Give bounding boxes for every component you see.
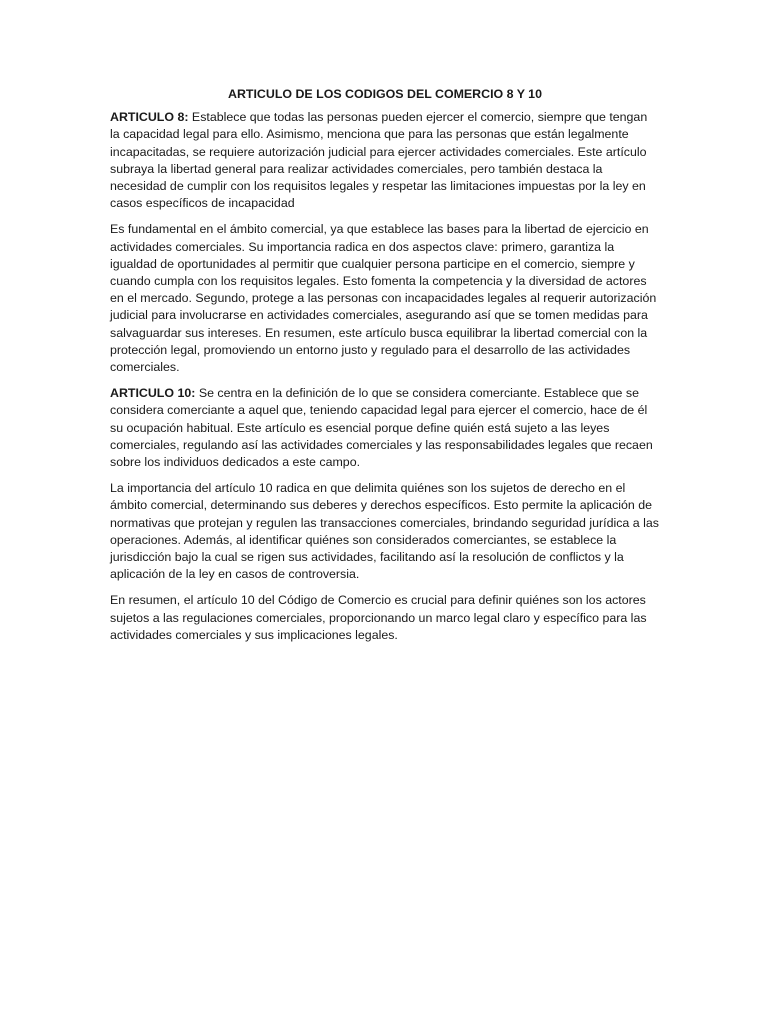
article-10-paragraph bbox=[110, 385, 660, 471]
article-8-paragraph bbox=[110, 109, 660, 212]
article-8-text: Establece que todas las personas pueden ejercer el comercio, siempre que tengan la capacidad legal para ello. Asimismo, menciona que para las personas que están legalmente incapacitadas, se requiere autorización judicial para ejercer actividades comerciales. Este artículo subraya la libertad general para realizar actividades comerciales, pero también destaca la necesidad de cumplir con los requisitos legales y respetar las limitaciones impuestas por la ley en casos específicos de incapacidad bbox=[110, 110, 648, 211]
summary-paragraph: En resumen, el artículo 10 del Código de Comercio es crucial para definir quiénes son los actores sujetos a las regulaciones comerciales, proporcionando un marco legal claro y específico para las actividades comerciales y sus implicaciones legales. bbox=[110, 593, 647, 642]
document-title: ARTICULO DE LOS CODIGOS DEL COMERCIO 8 Y 10 bbox=[228, 87, 542, 101]
document-body bbox=[110, 86, 660, 653]
article-8-heading: ARTICULO 8: bbox=[110, 110, 189, 125]
article-8-importance-paragraph: Es fundamental en el ámbito comercial, ya que establece las bases para la libertad de ejercicio en actividades comerciales. Su importancia radica en dos aspectos clave: primero, garantiza la igualdad de oportunidades al permitir que cualquier persona participe en el comercio, siempre y cuando cumpla con los requisitos legales. Esto fomenta la competencia y la diversidad de actores en el mercado. Segundo, protege a las personas con incapacidades legales al requerir autorización judicial para involucrarse en actividades comerciales, asegurando así que se tomen medidas para salvaguardar sus intereses. En resumen, este artículo busca equilibrar la libertad comercial con la protección legal, promoviendo un entorno justo y regulado para el desarrollo de las actividades comerciales. bbox=[110, 222, 657, 375]
article-10-text: Se centra en la definición de lo que se considera comerciante. Establece que se considera comerciante a aquel que, teniendo capacidad legal para ejercer el comercio, hace de él su ocupación habitual. Este artículo es esencial porque define quién está sujeto a las leyes comerciales, regulando así las actividades comerciales y las responsabilidades legales que recaen sobre los individuos dedicados a este campo. bbox=[110, 386, 653, 470]
article-10-importance-paragraph: La importancia del artículo 10 radica en que delimita quiénes son los sujetos de derecho en el ámbito comercial, determinando sus deberes y derechos específicos. Esto permite la aplicación de normativas que protejan y regulen las transacciones comerciales, brindando seguridad jurídica a las operaciones. Además, al identificar quiénes son considerados comerciantes, se establece la jurisdicción bajo la cual se rigen sus actividades, facilitando así la resolución de conflictos y la aplicación de la ley en casos de controversia. bbox=[110, 481, 659, 582]
article-10-heading: ARTICULO 10: bbox=[110, 386, 196, 401]
